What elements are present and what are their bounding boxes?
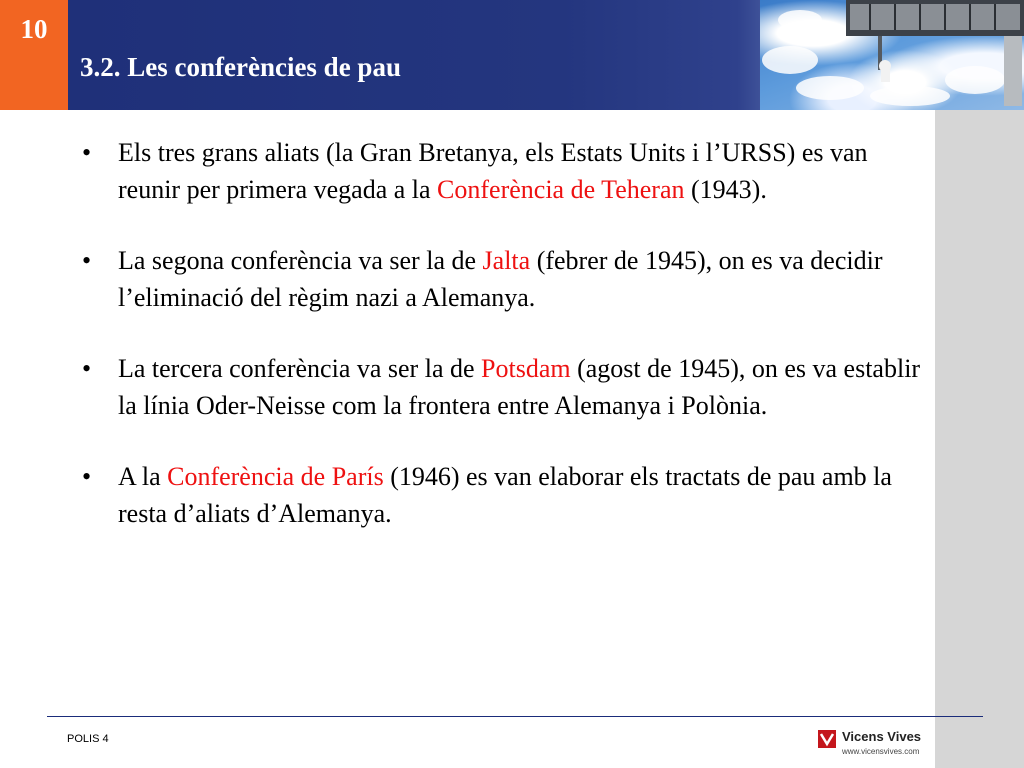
bullet-marker: •: [82, 138, 92, 167]
bullet-text: A la: [118, 462, 168, 491]
right-sidebar: [935, 110, 1024, 768]
footer-divider: [47, 716, 983, 717]
bullet-text: (agost de 1945), on es va establir la línia Oder-Neisse com la frontera entre Alemanya i Polònia.: [118, 354, 921, 420]
slide-number: 10: [20, 14, 48, 44]
bullet-item: [78, 134, 923, 208]
highlighted-term: Conferència de Teheran: [437, 175, 685, 204]
header-bar: [0, 0, 1024, 110]
header-photo: [760, 0, 1024, 110]
bullet-text: (febrer de 1945), on es va decidir l’eliminació del règim nazi a Alemanya.: [118, 246, 883, 312]
bullet-marker: •: [82, 354, 92, 383]
footer-label: POLIS 4: [67, 733, 109, 745]
vicens-vives-logo-icon: [818, 730, 836, 748]
bullet-text: Els tres grans aliats (la Gran Bretanya, els Estats Units i l’URSS) es van reunir per primera vegada a la: [118, 138, 868, 204]
bullet-marker: •: [82, 462, 92, 491]
highlighted-term: Conferència de París: [167, 462, 384, 491]
bullet-item: [78, 350, 923, 424]
bullet-text: La segona conferència va ser la de: [118, 246, 483, 275]
bullet-item: [78, 242, 923, 316]
bullet-item: [78, 458, 923, 532]
bullet-text: (1943).: [684, 175, 767, 204]
publisher-logo: [818, 728, 938, 760]
bullet-marker: •: [82, 246, 92, 275]
highlighted-term: Jalta: [482, 246, 531, 275]
bullet-text: La tercera conferència va ser la de: [118, 354, 482, 383]
slide-number-box: [0, 0, 68, 110]
highlighted-term: Potsdam: [481, 354, 571, 383]
logo-url: www.vicensvives.com: [842, 747, 920, 756]
bullet-list: [78, 134, 923, 566]
slide-title: 3.2. Les conferències de pau: [80, 52, 401, 82]
space-station-image: [760, 0, 1024, 110]
logo-name: Vicens Vives: [842, 729, 922, 744]
bullet-text: (1946) es van elaborar els tractats de pau amb la resta d’aliats d’Alemanya.: [118, 462, 892, 528]
